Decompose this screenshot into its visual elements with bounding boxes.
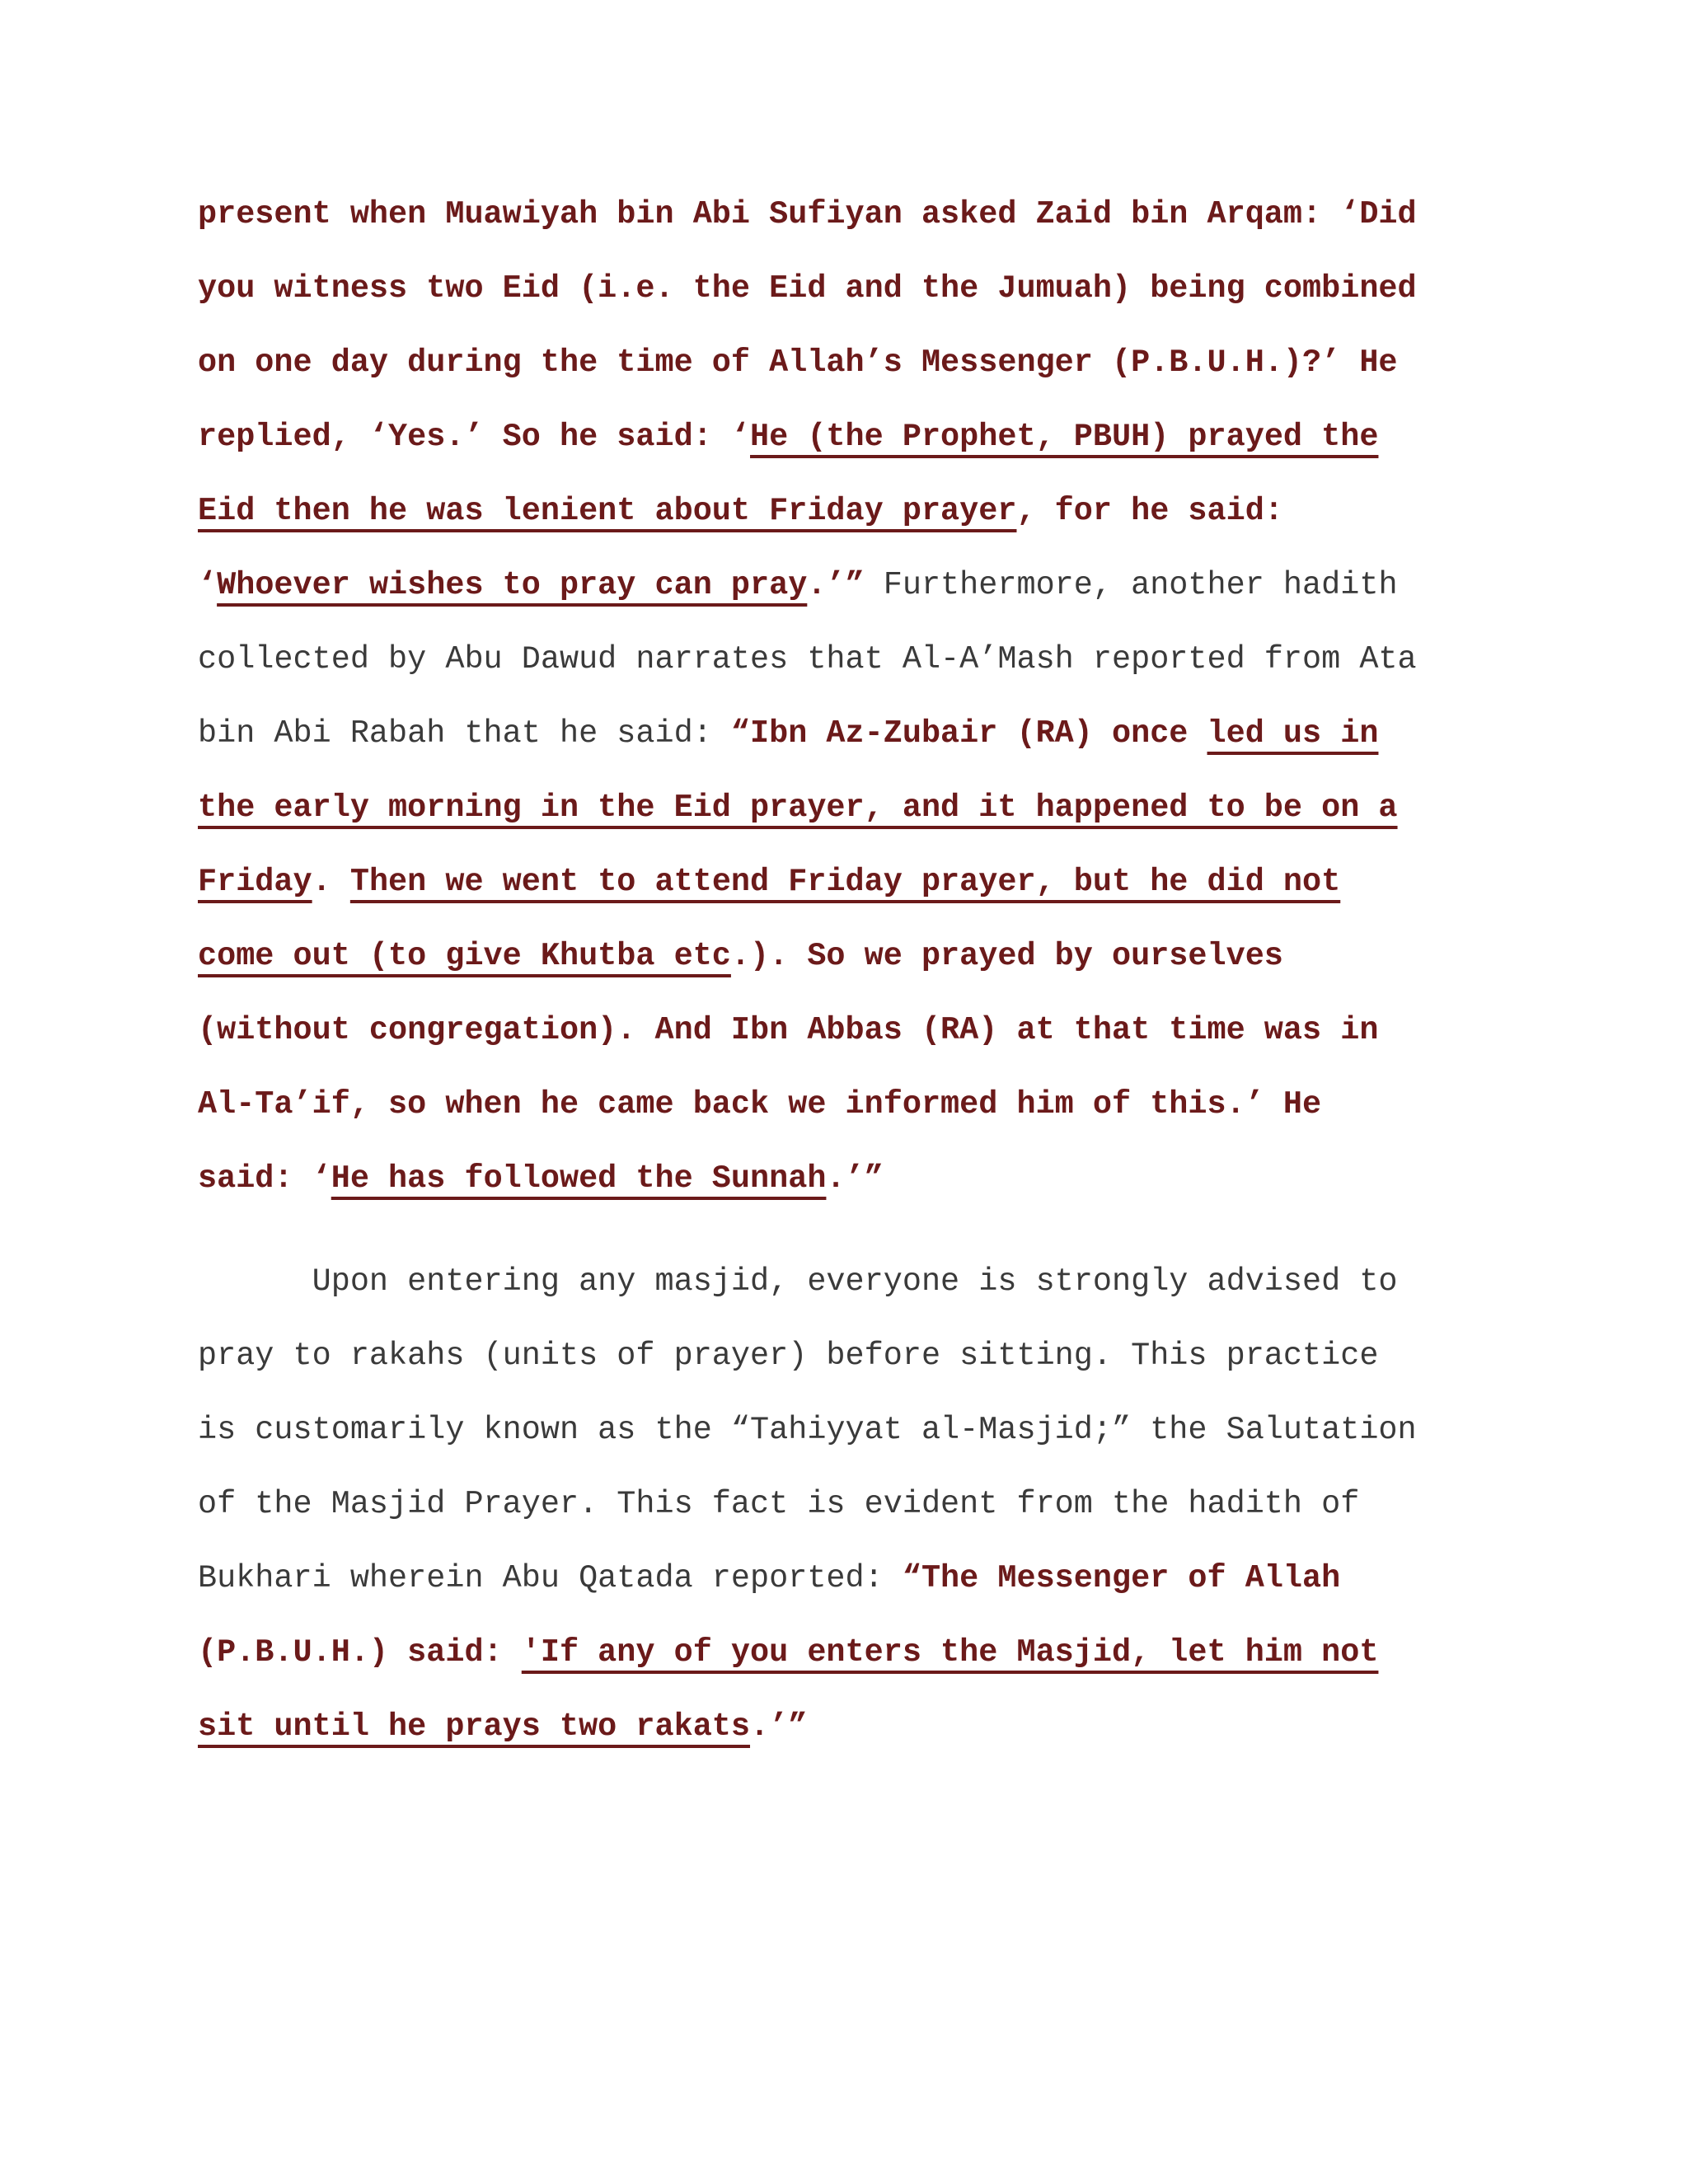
bold-quote-text: present when Muawiyah bin Abi Sufiyan asked Zaid bin Arqam: ‘Did — [198, 196, 1417, 232]
bold-quote-text: you witness two Eid (i.e. the Eid and the Jumuah) being combined — [198, 270, 1417, 307]
bold-quote-text: (P.B.U.H.) said: — [198, 1634, 522, 1671]
text-line — [198, 771, 1398, 845]
text-line — [198, 1319, 1378, 1393]
bold-quote-text: .’” — [807, 567, 865, 603]
text-line — [198, 993, 1378, 1067]
text-line — [198, 845, 1340, 919]
bold-quote-text: “Ibn Az-Zubair (RA) once — [730, 715, 1207, 752]
body-text: collected by Abu Dawud narrates that Al-A’Mash reported from Ata — [198, 641, 1417, 677]
bold-quote-text: .’” — [826, 1160, 884, 1197]
bold-quote-text: said: ‘ — [198, 1160, 331, 1197]
bold-quote-text: “The Messenger of Allah — [902, 1560, 1341, 1596]
text-line — [198, 1690, 807, 1764]
underlined-quote-text: Whoever wishes to pray can pray — [217, 567, 808, 603]
underlined-quote-text: Friday — [198, 864, 312, 900]
text-line — [198, 326, 1398, 400]
underlined-quote-text: the early morning in the Eid prayer, and it happened to be on a — [198, 790, 1398, 826]
text-line — [198, 177, 1417, 251]
bold-quote-text: ‘ — [198, 567, 218, 603]
underlined-quote-text: come out (to give Khutba etc — [198, 938, 731, 974]
bold-quote-text: .). So we prayed by ourselves — [730, 938, 1283, 974]
bold-quote-text: .’” — [750, 1708, 808, 1745]
body-text: is customarily known as the “Tahiyyat al-Masjid;” the Salutation — [198, 1412, 1417, 1448]
bold-quote-text: , for he said: — [1016, 493, 1283, 529]
body-text: Furthermore, another hadith — [864, 567, 1398, 603]
text-line — [198, 696, 1378, 771]
body-text: Upon entering any masjid, everyone is strongly advised to — [198, 1263, 1398, 1300]
body-text: bin Abi Rabah that he said: — [198, 715, 731, 752]
bold-quote-text: replied, ‘Yes.’ So he said: ‘ — [198, 419, 751, 455]
bold-quote-text: Al-Ta’if, so when he came back we informed him of this.’ He — [198, 1086, 1322, 1122]
text-line — [198, 919, 1283, 993]
text-line — [198, 548, 1398, 622]
text-line — [198, 1615, 1378, 1690]
text-line — [198, 400, 1378, 474]
text-line — [198, 1393, 1417, 1467]
underlined-quote-text: sit until he prays two rakats — [198, 1708, 751, 1745]
bold-quote-text: . — [312, 864, 350, 900]
body-text: Bukhari wherein Abu Qatada reported: — [198, 1560, 903, 1596]
text-line — [198, 251, 1417, 326]
body-text: pray to rakahs (units of prayer) before sitting. This practice — [198, 1338, 1379, 1374]
body-text: of the Masjid Prayer. This fact is evident from the hadith of — [198, 1486, 1360, 1522]
underlined-quote-text: He (the Prophet, PBUH) prayed the — [750, 419, 1379, 455]
text-line — [198, 1141, 884, 1216]
underlined-quote-text: He has followed the Sunnah — [331, 1160, 827, 1197]
underlined-quote-text: led us in — [1207, 715, 1379, 752]
text-line — [198, 622, 1417, 696]
underlined-quote-text: Then we went to attend Friday prayer, but he did not — [349, 864, 1341, 900]
text-line — [198, 1541, 1340, 1615]
underlined-quote-text: Eid then he was lenient about Friday prayer — [198, 493, 1017, 529]
bold-quote-text: (without congregation). And Ibn Abbas (RA) at that time was in — [198, 1012, 1379, 1048]
text-line — [198, 474, 1283, 548]
underlined-quote-text: 'If any of you enters the Masjid, let him not — [521, 1634, 1379, 1671]
text-line — [198, 1244, 1398, 1319]
bold-quote-text: on one day during the time of Allah’s Messenger (P.B.U.H.)?’ He — [198, 344, 1398, 381]
text-line — [198, 1067, 1321, 1141]
text-line — [198, 1467, 1359, 1541]
